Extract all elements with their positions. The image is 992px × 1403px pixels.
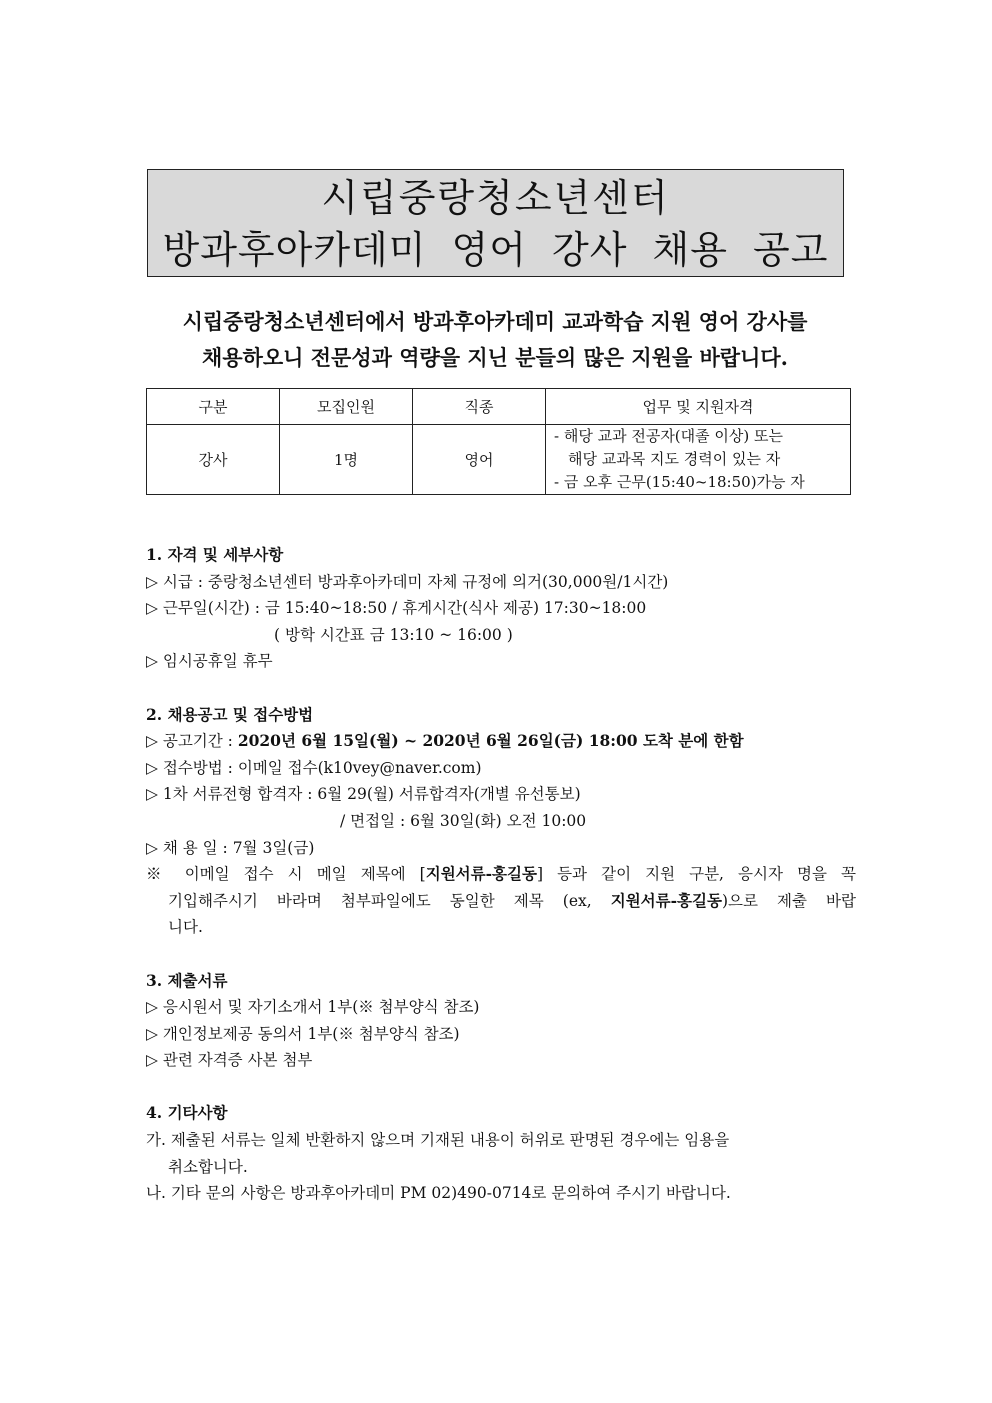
period-label: ▷ 공고기간 : [146, 732, 238, 751]
section-2-method: ▷ 접수방법 : 이메일 접수(k10vey@naver.com) [146, 758, 482, 777]
intro-line-1: 시립중랑청소년센터에서 방과후아카데미 교과학습 지원 영어 강사를 [182, 309, 808, 334]
header-count: 모집인원 [280, 389, 413, 425]
section-3-item-certificate: ▷ 관련 자격증 사본 첨부 [146, 1051, 313, 1070]
section-2-first-round: ▷ 1차 서류전형 합격자 : 6월 29(월) 서류합격자(개별 유선통보) [146, 785, 581, 804]
section-4-item-a-line-2: 취소합니다. [168, 1157, 248, 1176]
header-category: 구분 [147, 389, 280, 425]
section-1-item-holiday: ▷ 임시공휴일 휴무 [146, 652, 273, 671]
note-text-2: ] 등과 같이 지원 구분, 응시자 명을 꼭 [536, 865, 856, 884]
note-bold-1: 지원서류-홍길동 [425, 864, 537, 884]
period-value: 2020년 6월 15일(월) ~ 2020년 6월 26일(금) 18:00 도착 분에 한함 [237, 731, 744, 751]
cell-category: 강사 [147, 425, 280, 495]
note-text-3: 기입해주시기 바라며 첨부파일에도 동일한 제목 (ex, [168, 891, 611, 910]
table-header-row [147, 389, 851, 425]
duty-line-1: - 해당 교과 전공자(대졸 이상) 또는 [554, 427, 783, 445]
section-1-heading: 1. 자격 및 세부사항 [146, 545, 284, 564]
section-3-item-privacy: ▷ 개인정보제공 동의서 1부(※ 첨부양식 참조) [146, 1024, 460, 1043]
header-job: 직종 [413, 389, 546, 425]
title-box [147, 169, 844, 277]
title-line-1: 시립중랑청소년센터 [321, 176, 670, 220]
section-4-heading: 4. 기타사항 [146, 1103, 228, 1123]
cell-count: 1명 [280, 425, 413, 495]
duty-line-3: - 금 오후 근무(15:40~18:50)가능 자 [554, 473, 805, 491]
section-2-note-line-1 [146, 861, 856, 888]
section-2-note-line-3: 니다. [168, 918, 203, 937]
section-1-item-hours: ▷ 근무일(시간) : 금 15:40~18:50 / 휴게시간(식사 제공) 17:30~18:00 [146, 599, 647, 618]
table-row [147, 425, 851, 495]
header-duties: 업무 및 지원자격 [546, 389, 851, 425]
section-1-item-vacation-hours: ( 방학 시간표 금 13:10 ~ 16:00 ) [274, 625, 513, 644]
section-2-heading: 2. 채용공고 및 접수방법 [146, 704, 314, 724]
note-text-1: ※ 이메일 접수 시 메일 제목에 [ [146, 865, 426, 884]
section-3-item-application: ▷ 응시원서 및 자기소개서 1부(※ 첨부양식 참조) [146, 998, 480, 1017]
section-2-hire-date: ▷ 채 용 일 : 7월 3일(금) [146, 838, 315, 857]
section-3-heading: 3. 제출서류 [146, 970, 228, 990]
section-2-interview: / 면접일 : 6월 30일(화) 오전 10:00 [340, 811, 587, 830]
intro-line-2: 채용하오니 전문성과 역량을 지닌 분들의 많은 지원을 바랍니다. [202, 345, 788, 370]
recruitment-table [146, 388, 851, 495]
section-4-item-b: 나. 기타 문의 사항은 방과후아카데미 PM 02)490-0714로 문의하여 주시기 바랍니다. [146, 1184, 731, 1203]
title-line-2: 방과후아카데미 영어 강사 채용 공고 [162, 228, 829, 272]
note-bold-2: 지원서류-홍길동 [610, 890, 722, 910]
duty-line-2: 해당 교과목 지도 경력이 있는 자 [568, 450, 781, 468]
note-text-4: )으로 제출 바랍 [721, 891, 856, 910]
cell-job: 영어 [413, 425, 546, 495]
section-1-item-wage: ▷ 시급 : 중랑청소년센터 방과후아카데미 자체 규정에 의거(30,000원/1시간) [146, 572, 669, 591]
section-2-period [146, 728, 856, 755]
document-body [146, 542, 856, 1207]
section-2-note-line-2 [146, 888, 856, 915]
section-4-item-a-line-1: 가. 제출된 서류는 일체 반환하지 않으며 기재된 내용이 허위로 판명된 경우에는 임용을 [146, 1131, 730, 1150]
cell-duties [546, 425, 851, 495]
